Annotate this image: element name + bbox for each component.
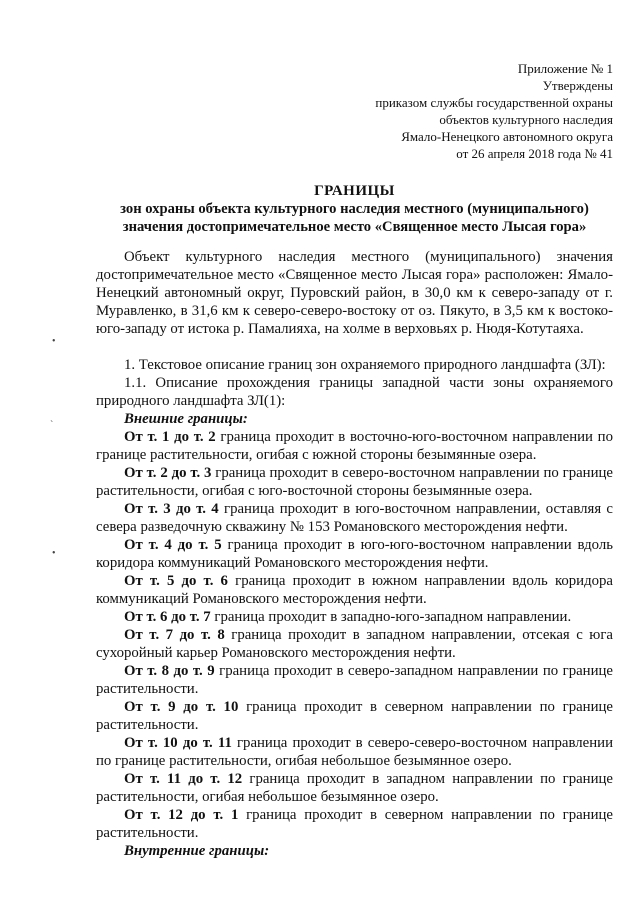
inner-boundaries-heading: Внутренние границы: [124, 843, 270, 859]
boundary-item [96, 500, 613, 536]
boundary-description: граница проходит в северо-восточном направлении по границе растительности, огибая с юго-восточной стороны безымянные озера. [96, 465, 613, 499]
boundary-description: граница проходит в западном направлении по границе растительности, огибая небольшое безымянное озеро. [96, 771, 613, 805]
boundary-description: граница проходит в южном направлении вдоль коридора коммуникаций Романовского месторождения нефти. [96, 573, 613, 607]
scan-speck: • [52, 336, 56, 347]
approval-stamp-block [375, 60, 613, 162]
boundary-segment-label: От т. 7 до т. 8 [124, 627, 225, 643]
boundary-segment-label: От т. 1 до т. 2 [124, 429, 216, 445]
boundary-item [96, 572, 613, 608]
approval-line: приказом службы государственной охраны [375, 95, 613, 110]
boundary-item [96, 464, 613, 500]
approval-line: от 26 апреля 2018 года № 41 [456, 146, 613, 161]
boundary-description: граница проходит в юго-юго-восточном направлении вдоль коридора коммуникаций Романовского месторождения нефти. [96, 537, 613, 571]
boundary-description: граница проходит в западно-юго-западном направлении. [210, 609, 572, 625]
boundary-item [96, 734, 613, 770]
outer-boundaries-heading: Внешние границы: [124, 411, 248, 427]
intro-paragraph: Объект культурного наследия местного (муниципального) значения достопримечательное место «Священное место Лысая гора» расположен: Ямало-Ненецкий автономный округ, Пуровский район, в 30,0 км к северо-западу от г. Муравленко, в 31,6 км к северо-северо-востоку от оз. Пякуто, в 3,5 км к востоко-юго-западу от истока р. Памалияха, на холме в верховьях р. Нюдя-Котутаяха. [96, 249, 613, 337]
approval-line: Утверждены [542, 78, 613, 93]
approval-line: Приложение № 1 [517, 61, 613, 76]
boundary-description: граница проходит в северо-западном направлении по границе растительности. [96, 663, 613, 697]
boundary-description: граница проходит в юго-восточном направлении, оставляя с севера разведочную скважину № 153 Романовского месторождения нефти. [96, 501, 613, 535]
boundary-description: граница проходит в северном направлении по границе растительности. [96, 699, 613, 733]
boundary-item [96, 626, 613, 662]
boundary-segment-label: От т. 10 до т. 11 [124, 735, 232, 751]
document-body [96, 248, 613, 860]
boundary-description: граница проходит в северном направлении по границе растительности. [96, 807, 613, 841]
approval-line: объектов культурного наследия [439, 112, 613, 127]
document-title-block [96, 182, 613, 236]
boundary-segment-label: От т. 11 до т. 12 [124, 771, 243, 787]
boundary-item [96, 770, 613, 806]
section-1-paragraph: 1. Текстовое описание границ зон охраняемого природного ландшафта (ЗЛ): [124, 357, 606, 373]
boundary-segment-label: От т. 9 до т. 10 [124, 699, 239, 715]
boundary-description: граница проходит в восточно-юго-восточном направлении по границе растительности, огибая с южной стороны безымянные озера. [96, 429, 613, 463]
document-title: ГРАНИЦЫ [314, 183, 395, 199]
boundary-item [96, 608, 613, 626]
boundary-segment-label: От т. 4 до т. 5 [124, 537, 222, 553]
boundary-description: граница проходит в северо-северо-восточном направлении по границе растительности, огибая небольшое безымянное озеро. [96, 735, 613, 769]
boundary-segment-label: От т. 2 до т. 3 [124, 465, 212, 481]
boundary-segment-label: От т. 8 до т. 9 [124, 663, 215, 679]
approval-line: Ямало-Ненецкого автономного округа [401, 129, 613, 144]
boundary-segment-label: От т. 6 до т. 7 [124, 609, 211, 625]
boundary-description: граница проходит в западном направлении, отсекая с юга сухоройный карьер Романовского месторождения нефти. [96, 627, 613, 661]
boundary-segment-label: От т. 5 до т. 6 [124, 573, 228, 589]
boundary-item [96, 806, 613, 842]
boundary-segment-label: От т. 12 до т. 1 [124, 807, 239, 823]
boundary-segment-label: От т. 3 до т. 4 [124, 501, 219, 517]
document-subtitle-line: значения достопримечательное место «Священное место Лысая гора» [122, 219, 587, 235]
section-1-1-paragraph: 1.1. Описание прохождения границы западной части зоны охраняемого природного ландшафта ЗЛ(1): [96, 375, 613, 409]
boundary-item [96, 536, 613, 572]
document-subtitle-line: зон охраны объекта культурного наследия местного (муниципального) [120, 201, 589, 217]
boundary-item [96, 662, 613, 698]
boundary-item [96, 698, 613, 734]
boundary-item [96, 428, 613, 464]
scan-speck: • [52, 548, 56, 559]
scan-speck: ` [50, 420, 54, 431]
